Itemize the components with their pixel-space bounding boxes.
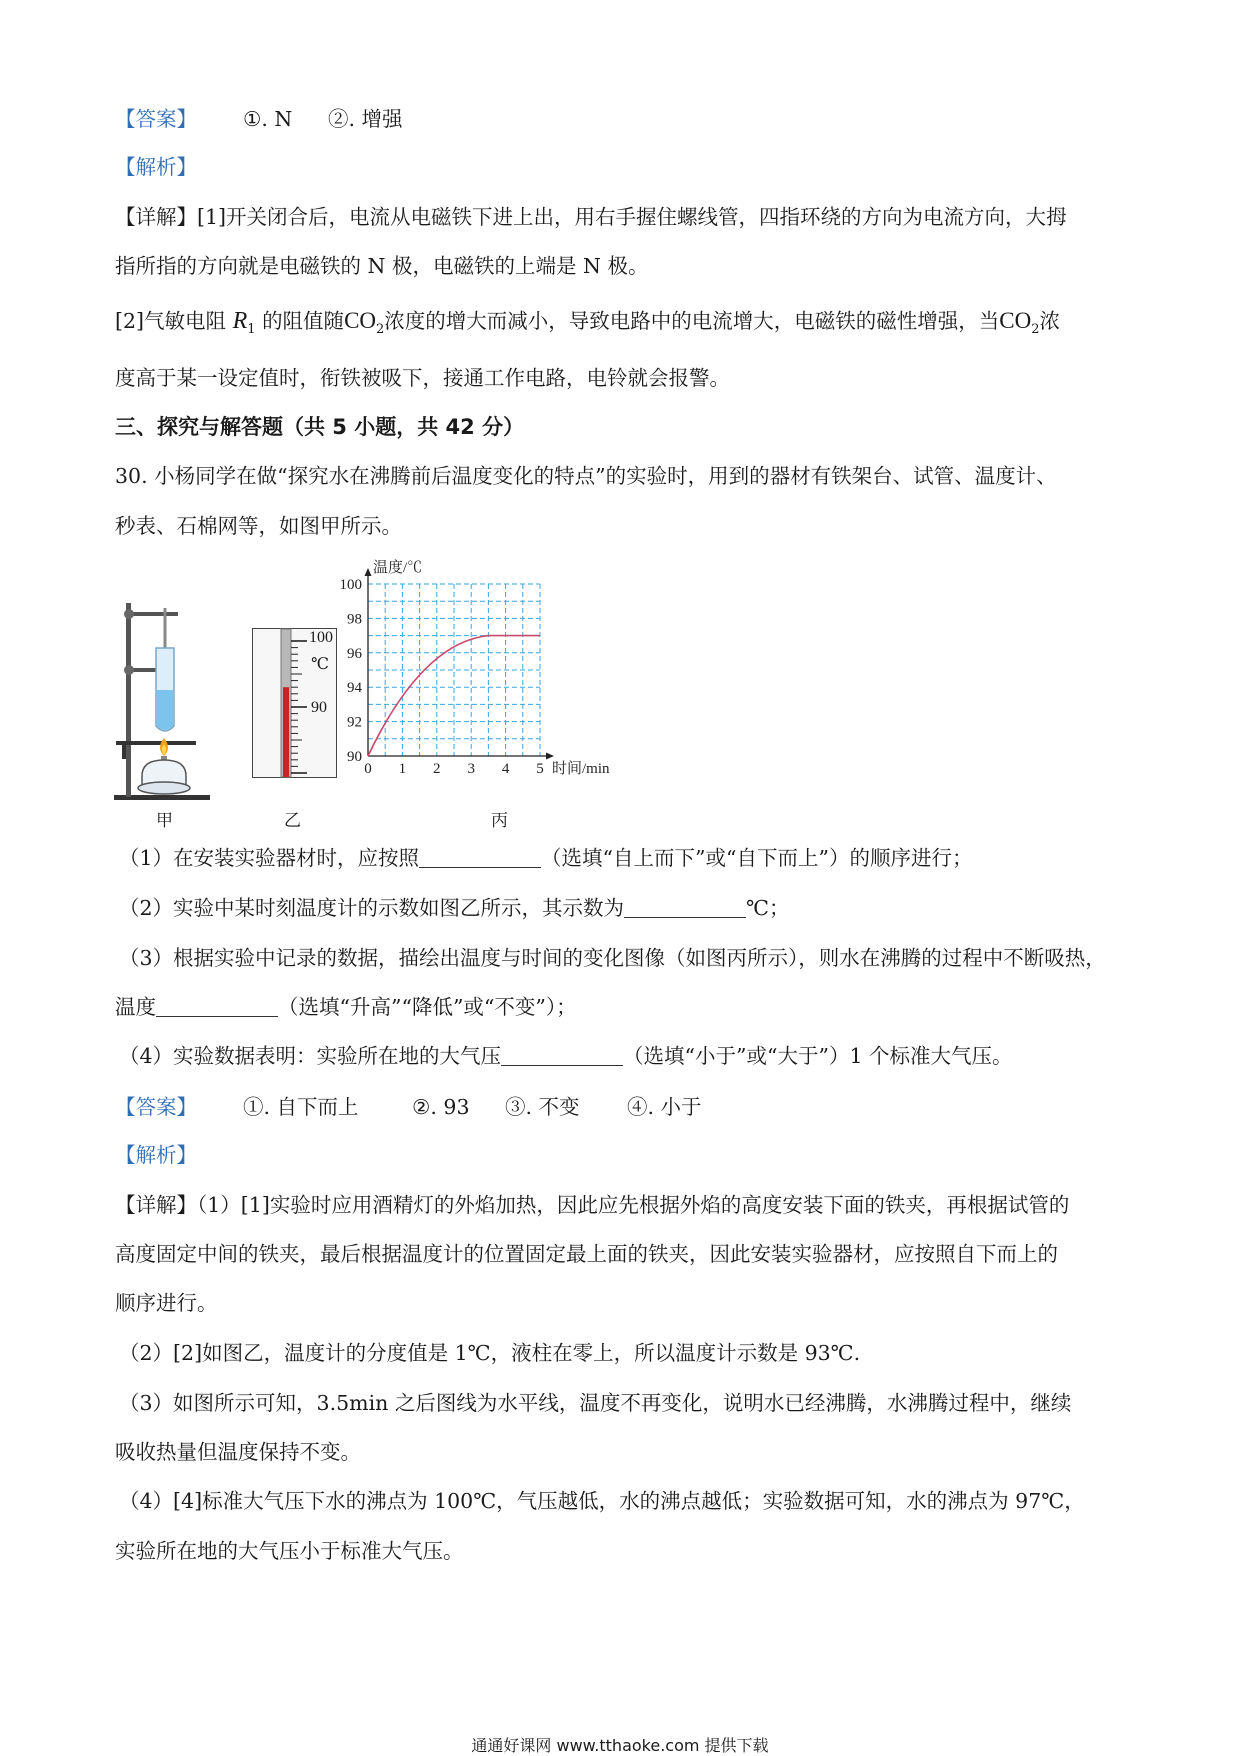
- y-axis-arrow: [365, 568, 372, 576]
- q30-answer-item-2: ②. 93: [412, 1095, 470, 1119]
- q30-blank-2[interactable]: [624, 897, 746, 918]
- thermometer-label-90: 90: [311, 699, 327, 716]
- prev-answer-tag: 【答案】: [115, 107, 197, 131]
- thermometer-label-100: 100: [309, 629, 333, 646]
- q30-sub2-text-b: ℃；: [746, 896, 790, 920]
- q30-sub1: [119, 843, 972, 873]
- q30-answer-item-1: ①. 自下而上: [243, 1095, 359, 1119]
- prev-detail-line-1: 【详解】[1]开关闭合后，电流从电磁铁下进上出，用右手握住螺线管，四指环绕的方向为电流方向，大拇: [115, 205, 1067, 229]
- prev-detail-text-d: 浓: [1039, 309, 1061, 333]
- q30-blank-4[interactable]: [501, 1045, 623, 1066]
- co2-formula-1: CO: [344, 308, 377, 333]
- q30-sub2: [119, 893, 789, 923]
- prev-detail-line-3: [115, 306, 1060, 345]
- clamp-top: [128, 612, 178, 616]
- x-tick-label: 4: [501, 761, 510, 777]
- y-axis-label: 温度/℃: [373, 560, 423, 576]
- q30-sub4: [119, 1041, 1013, 1071]
- y-tick-label: 94: [347, 680, 362, 697]
- figure-label-yi: 乙: [284, 811, 301, 831]
- q30-stem-line-2: 秒表、石棉网等，如图甲所示。: [115, 514, 402, 538]
- q30-sub3-line-2: [115, 992, 577, 1022]
- section-title: 三、探究与解答题（共 5 小题，共 42 分）: [115, 415, 525, 439]
- q30-sub3-line-1: （3）根据实验中记录的数据，描绘出温度与时间的变化图像（如图丙所示），则水在沸腾的过程中不断吸热，: [119, 946, 1106, 970]
- prev-analysis-tag: 【解析】: [115, 155, 197, 179]
- q30-detail-line-6: 吸收热量但温度保持不变。: [115, 1440, 361, 1464]
- figure-jia-apparatus: [112, 598, 212, 803]
- stand-rod: [126, 603, 131, 797]
- y-tick-label: 96: [347, 645, 362, 662]
- liquid-column: [283, 687, 289, 777]
- q30-sub3-text-a: 温度: [115, 995, 156, 1019]
- q30-sub4-text-a: （4）实验数据表明：实验所在地的大气压: [119, 1044, 502, 1068]
- clamp-knob-middle: [124, 665, 134, 675]
- q30-answer-item-4: ④. 小于: [627, 1095, 702, 1119]
- q30-detail-line-5: （3）如图所示可知，3.5min 之后图线为水平线，温度不再变化，说明水已经沸腾，水沸腾过程中，继续: [119, 1391, 1072, 1415]
- prev-detail-line-2: 指所指的方向就是电磁铁的 N 极，电磁铁的上端是 N 极。: [115, 254, 649, 278]
- q30-detail-line-7: （4）[4]标准大气压下水的沸点为 100℃，气压越低，水的沸点越低；实验数据可知，水的沸点为 97℃，: [119, 1489, 1085, 1513]
- q30-blank-1[interactable]: [419, 847, 541, 868]
- co2-subscript-1: 2: [376, 322, 385, 337]
- co2-subscript-2: 2: [1031, 322, 1040, 337]
- y-tick-label: 98: [347, 611, 362, 628]
- q30-detail-line-8: 实验所在地的大气压小于标准大气压。: [115, 1539, 464, 1563]
- q30-detail-line-4: （2）[2]如图乙，温度计的分度值是 1℃，液柱在零上，所以温度计示数是 93℃.: [119, 1341, 861, 1365]
- thermometer-scale: [291, 641, 307, 773]
- resistor-subscript: 1: [247, 322, 256, 337]
- q30-stem-line-1: 30. 小杨同学在做“探究水在沸腾前后温度变化的特点”的实验时，用到的器材有铁架台、试管、温度计、: [115, 464, 1057, 488]
- q30-blank-3[interactable]: [156, 996, 278, 1017]
- x-tick-label: 1: [398, 761, 407, 777]
- x-tick-label: 5: [536, 761, 544, 777]
- prev-detail-text-c: 浓度的增大而减小，导致电路中的电流增大，电磁铁的磁性增强，当: [384, 309, 1000, 333]
- figure-yi-thermometer: [252, 628, 337, 778]
- q30-sub1-text-b: （选填“自上而下”或“自下而上”）的顺序进行；: [541, 846, 973, 870]
- q30-detail-line-2: 高度固定中间的铁夹，最后根据温度计的位置固定最上面的铁夹，因此安装实验器材，应按照自下而上的: [115, 1242, 1058, 1266]
- q30-answer-tag: 【答案】: [115, 1095, 197, 1119]
- x-tick-label: 0: [364, 761, 372, 777]
- q30-sub2-text-a: （2）实验中某时刻温度计的示数如图乙所示，其示数为: [119, 896, 625, 920]
- y-tick-label: 92: [347, 714, 362, 731]
- prev-detail-text-a: [2]气敏电阻: [115, 309, 227, 333]
- thermometer-unit-label: ℃: [311, 654, 329, 673]
- q30-sub3-text-b: （选填“升高”“降低”或“不变”）；: [278, 995, 577, 1019]
- x-axis-label: 时间/min: [552, 761, 610, 777]
- prev-answer-item-2: ②. 增强: [328, 107, 403, 131]
- resistor-symbol: R: [232, 308, 248, 334]
- water: [157, 690, 173, 730]
- q30-sub1-text-a: （1）在安装实验器材时，应按照: [119, 846, 420, 870]
- prev-detail-line-4: 度高于某一设定值时，衔铁被吸下，接通工作电路，电铃就会报警。: [115, 366, 730, 390]
- q30-detail-line-3: 顺序进行。: [115, 1291, 218, 1315]
- x-tick-label: 2: [433, 761, 441, 777]
- x-tick-label: 3: [467, 761, 475, 777]
- figure-bing-chart: [339, 556, 700, 811]
- y-tick-label: 90: [347, 749, 362, 765]
- co2-formula-2: CO: [999, 308, 1032, 333]
- y-tick-label: 100: [339, 577, 362, 593]
- prev-answer-item-1: ①. N: [243, 107, 293, 131]
- q30-sub4-text-b: （选填“小于”或“大于”）1 个标准大气压。: [623, 1044, 1013, 1068]
- gauze-ring: [116, 741, 196, 745]
- x-axis-arrow: [546, 753, 554, 760]
- figure-label-jia: 甲: [156, 811, 173, 831]
- q30-answer-item-3: ③. 不变: [505, 1095, 580, 1119]
- q30-detail-line-1: 【详解】（1）[1]实验时应用酒精灯的外焰加热，因此应先根据外焰的高度安装下面的铁夹，再根据试管的: [115, 1193, 1070, 1217]
- page-footer: 通通好课网 www.tthaoke.com 提供下载: [471, 1736, 769, 1755]
- clamp-knob-top: [124, 609, 134, 619]
- prev-detail-text-b: 的阻值随: [262, 309, 345, 333]
- q30-analysis-tag: 【解析】: [115, 1143, 197, 1167]
- figure-label-bing: 丙: [491, 811, 508, 831]
